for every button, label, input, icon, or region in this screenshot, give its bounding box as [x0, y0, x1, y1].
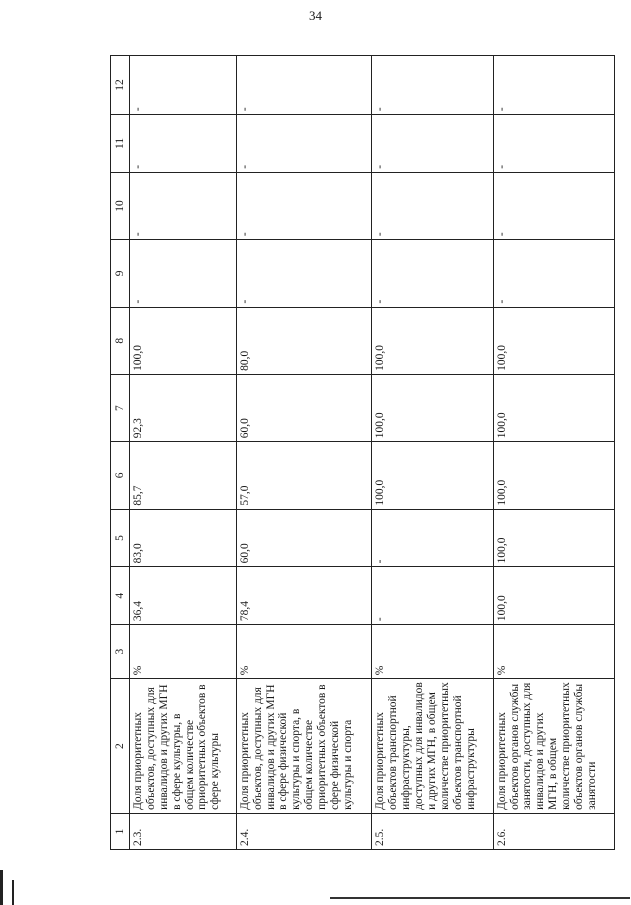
value-cell: - — [493, 172, 614, 239]
row-number: 2.6. — [493, 813, 614, 849]
header-cell: 9 — [111, 240, 130, 307]
table-row — [493, 56, 614, 850]
value-cell: 80,0 — [236, 307, 372, 374]
indicator-cell: Доля приоритетных объектов, доступных для инвалидов и других МГН в сфере культуры, в общем количестве приоритетных объектов в сфере культуры — [130, 679, 237, 814]
value-cell: 60,0 — [236, 509, 372, 567]
value-cell: 60,0 — [236, 374, 372, 441]
value-cell: 100,0 — [493, 374, 614, 441]
indicators-table — [110, 55, 615, 850]
value-cell: - — [372, 115, 493, 173]
header-cell: 1 — [111, 813, 130, 849]
header-cell: 2 — [111, 679, 130, 814]
value-cell: - — [493, 115, 614, 173]
header-cell: 10 — [111, 172, 130, 239]
value-cell: - — [130, 172, 237, 239]
value-cell: 57,0 — [236, 442, 372, 509]
value-cell: - — [493, 240, 614, 307]
value-cell: 100,0 — [372, 307, 493, 374]
row-number: 2.3. — [130, 813, 237, 849]
unit-cell: % — [372, 625, 493, 679]
value-cell: 100,0 — [493, 442, 614, 509]
value-cell: - — [236, 172, 372, 239]
indicator-cell: Доля приоритетных объектов, доступных для инвалидов и других МГН в сфере физической культуры и спорта, в общем количестве приоритетных объектов в сфере физической культуры и спорта — [236, 679, 372, 814]
value-cell: - — [372, 56, 493, 115]
value-cell: - — [493, 56, 614, 115]
row-number: 2.4. — [236, 813, 372, 849]
header-cell: 6 — [111, 442, 130, 509]
rotated-table-container — [110, 55, 615, 850]
value-cell: 100,0 — [130, 307, 237, 374]
value-cell: 85,7 — [130, 442, 237, 509]
value-cell: 36,4 — [130, 567, 237, 625]
table-row — [372, 56, 493, 850]
value-cell: 100,0 — [493, 567, 614, 625]
header-cell: 12 — [111, 56, 130, 115]
value-cell: - — [236, 56, 372, 115]
row-number: 2.5. — [372, 813, 493, 849]
indicator-cell: Доля приоритетных объектов органов службы занятости, доступных для инвалидов и других МГН, в общем количестве приоритетных объектов органов службы занятости — [493, 679, 614, 814]
value-cell: 78,4 — [236, 567, 372, 625]
unit-cell: % — [236, 625, 372, 679]
indicator-cell: Доля приоритетных объектов транспортной инфраструктуры, доступных для инвалидов и других МГН, в общем количестве приоритетных объектов транспортной инфраструктуры — [372, 679, 493, 814]
value-cell: 100,0 — [493, 509, 614, 567]
value-cell: - — [372, 509, 493, 567]
scan-binding-edge — [12, 880, 14, 905]
header-cell: 3 — [111, 625, 130, 679]
value-cell: - — [130, 115, 237, 173]
value-cell: - — [372, 567, 493, 625]
unit-cell: % — [493, 625, 614, 679]
page-number: 34 — [309, 8, 322, 23]
header-cell: 8 — [111, 307, 130, 374]
value-cell: - — [236, 115, 372, 173]
value-cell: - — [372, 172, 493, 239]
value-cell: 92,3 — [130, 374, 237, 441]
value-cell: - — [372, 240, 493, 307]
value-cell: - — [130, 240, 237, 307]
value-cell: 100,0 — [493, 307, 614, 374]
value-cell: 100,0 — [372, 442, 493, 509]
header-cell: 5 — [111, 509, 130, 567]
value-cell: 100,0 — [372, 374, 493, 441]
header-cell: 4 — [111, 567, 130, 625]
scan-binding-edge — [0, 870, 3, 905]
value-cell: - — [236, 240, 372, 307]
header-row — [111, 56, 130, 850]
table-row — [236, 56, 372, 850]
unit-cell: % — [130, 625, 237, 679]
header-cell: 7 — [111, 374, 130, 441]
value-cell: 83,0 — [130, 509, 237, 567]
header-cell: 11 — [111, 115, 130, 173]
table-row — [130, 56, 237, 850]
scan-bottom-edge — [330, 897, 630, 899]
value-cell: - — [130, 56, 237, 115]
